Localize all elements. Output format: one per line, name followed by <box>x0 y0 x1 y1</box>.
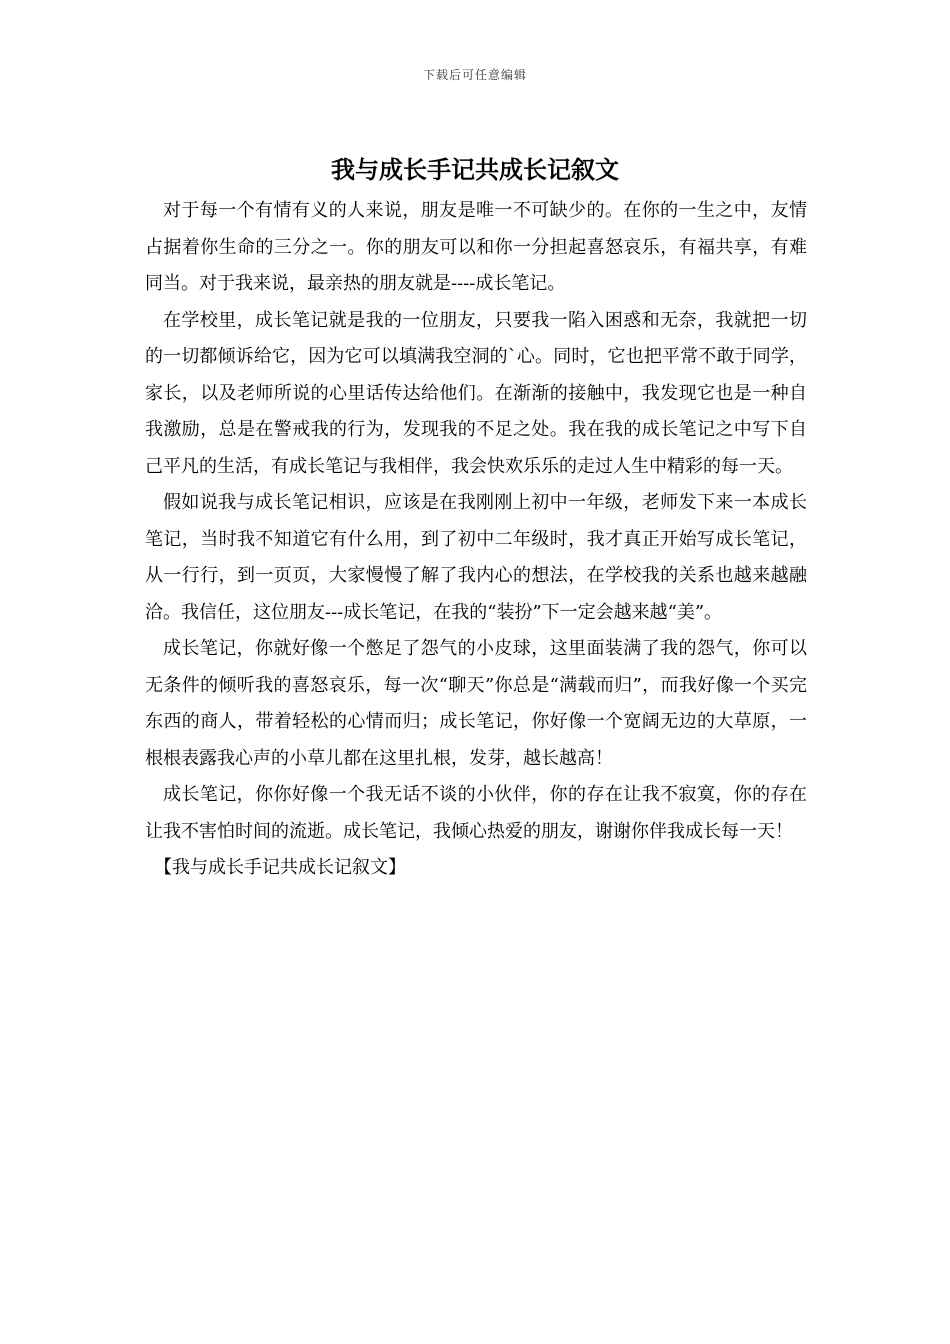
header-note: 下载后可任意编辑 <box>422 68 527 82</box>
paragraph-3: 假如说我与成长笔记相识，应该是在我刚刚上初中一年级，老师发下来一本成长笔记，当时我不知道它有什么用，到了初中二年级时，我才真正开始写成长笔记，从一行行，到一页页，大家慢慢了解了我内心的想法，在学校我的关系也越来越融洽。我信任，这位朋友---成长笔记，在我的“装扮”下一定会越来越“美”。 <box>145 492 807 623</box>
paragraph-1: 对于每一个有情有义的人来说，朋友是唯一不可缺少的。在你的一生之中，友情占据着你生命的三分之一。你的朋友可以和你一分担起喜怒哀乐，有福共享，有难同当。对于我来说，最亲热的朋友就是----成长笔记。 <box>145 200 807 294</box>
document-body <box>145 193 807 887</box>
paragraph-4: 成长笔记，你就好像一个憋足了怨气的小皮球，这里面装满了我的怨气，你可以无条件的倾听我的喜怒哀乐，每一次“聊天”你总是“满载而归”，而我好像一个买完东西的商人，带着轻松的心情而归；成长笔记，你好像一个宽阔无边的大草原，一根根表露我心声的小草儿都在这里扎根，发芽，越长越高！ <box>145 638 807 769</box>
paragraph-5: 成长笔记，你你好像一个我无话不谈的小伙伴，你的存在让我不寂寞，你的存在让我不害怕时间的流逝。成长笔记，我倾心热爱的朋友，谢谢你伴我成长每一天！ <box>145 784 807 842</box>
closing-title: 【我与成长手记共成长记叙文】 <box>154 857 406 878</box>
document-title: 我与成长手记共成长记叙文 <box>331 155 619 184</box>
paragraph-2: 在学校里，成长笔记就是我的一位朋友，只要我一陷入困惑和无奈，我就把一切的一切都倾诉给它，因为它可以填满我空洞的`心。同时，它也把平常不敢于同学，家长，以及老师所说的心里话传达给他们。在渐渐的接触中，我发现它也是一种自我激励，总是在警戒我的行为，发现我的不足之处。我在我的成长笔记之中写下自己平凡的生活，有成长笔记与我相伴，我会快欢乐乐的走过人生中精彩的每一天。 <box>145 309 807 477</box>
